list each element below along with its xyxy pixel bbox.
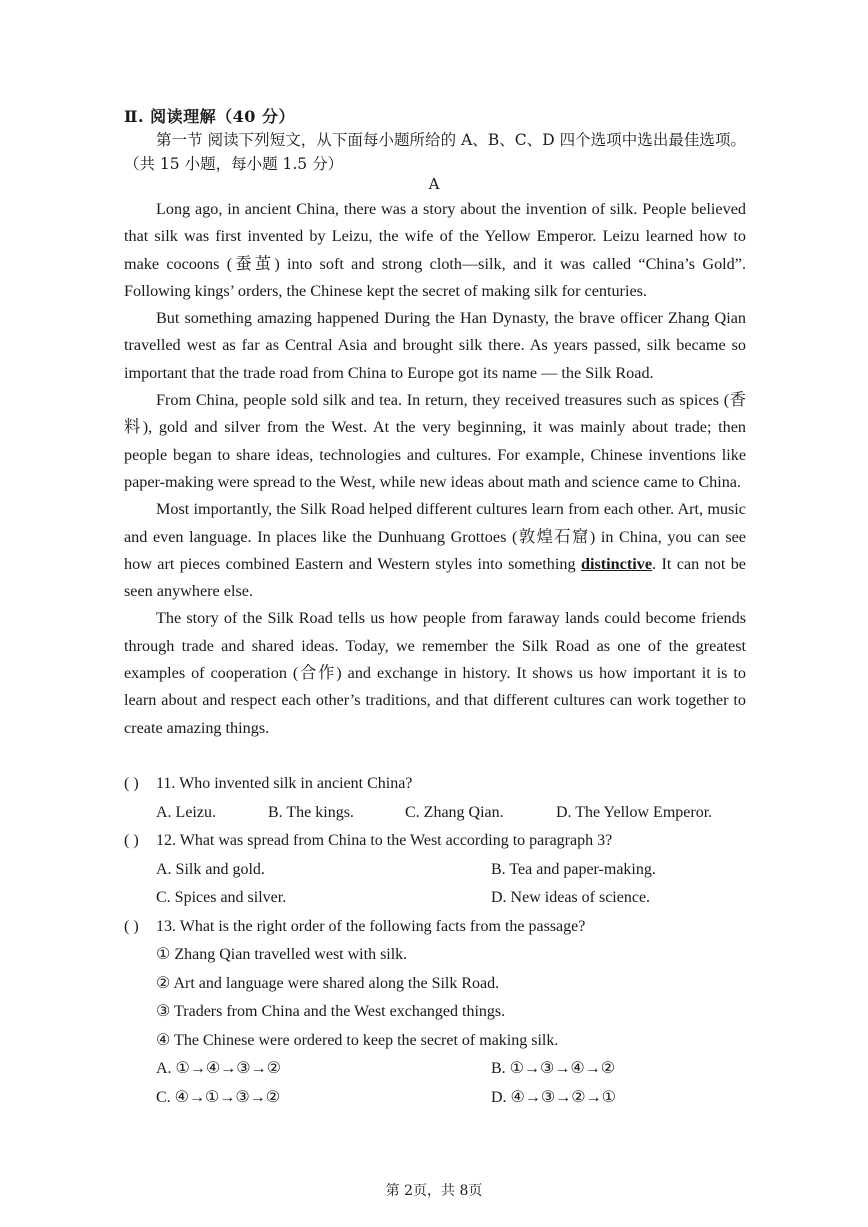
option-a[interactable]: A. Silk and gold. <box>156 860 265 878</box>
reading-passage <box>124 196 746 742</box>
option-b[interactable]: B. ①→③→④→② <box>491 1060 616 1077</box>
question-list <box>124 770 746 1112</box>
question-12-options-row-2 <box>124 884 746 913</box>
fact-2: ② Art and language were shared along the Silk Road. <box>156 974 500 992</box>
option-d[interactable]: D. The Yellow Emperor. <box>556 803 713 821</box>
emphasized-word: distinctive <box>580 554 653 573</box>
option-a[interactable]: A. ①→④→③→② <box>156 1060 281 1077</box>
paragraph-4 <box>124 496 746 605</box>
paragraph-5: The story of the Silk Road tells us how people from faraway lands could become friends through trade and shared ideas. Today, we remember the Silk Road as one of the greatest examples of cooperation (合作) and exchange in history. It shows us how important it is to learn about and respect each other’s traditions, and that different cultures can work together to create amazing things. <box>124 609 746 737</box>
option-d[interactable]: D. ④→③→②→① <box>491 1088 616 1106</box>
question-13 <box>124 913 746 942</box>
paragraph-4-before: Most importantly, the Silk Road helped different cultures learn from each other. Art, music and even language. In places like the Dunhuang Grottoes (敦煌石窟) in China, you can see how art pieces combined Eastern and Western styles into something <box>124 500 746 573</box>
fact-4: ④ The Chinese were ordered to keep the secret of making silk. <box>156 1031 559 1049</box>
answer-blank[interactable]: ( ) <box>124 775 139 792</box>
question-13-options-row-1 <box>124 1055 746 1084</box>
question-12 <box>124 827 746 856</box>
option-b[interactable]: B. The kings. <box>268 803 354 821</box>
answer-blank[interactable]: ( ) <box>124 832 139 849</box>
passage-label: A <box>428 175 440 193</box>
paragraph-1: Long ago, in ancient China, there was a story about the invention of silk. People believed that silk was first invented by Leizu, the wife of the Yellow Emperor. Leizu learned how to make cocoons (蚕茧) into soft and strong cloth—silk, and it was called “China’s Gold”. Following kings’ orders, the Chinese kept the secret of making silk for centuries. <box>124 200 746 300</box>
option-b[interactable]: B. Tea and paper-making. <box>491 860 656 878</box>
answer-blank[interactable]: ( ) <box>124 917 139 935</box>
question-stem: 12. What was spread from China to the West according to paragraph 3? <box>156 832 613 849</box>
question-11 <box>124 770 746 799</box>
section-title: Ⅱ. 阅读理解（40 分） <box>124 107 295 126</box>
fact-3: ③ Traders from China and the West exchanged things. <box>156 1003 506 1020</box>
option-c[interactable]: C. Spices and silver. <box>156 889 287 906</box>
fact-1: ① Zhang Qian travelled west with silk. <box>156 946 408 963</box>
page-number: 第 2页，共 8页 <box>385 1183 483 1199</box>
paragraph-2: But something amazing happened During the Han Dynasty, the brave officer Zhang Qian travelled west as far as Central Asia and brought silk there. As years passed, silk became so important that the trade road from China to Europe got its name — the Silk Road. <box>124 309 746 382</box>
section-instruction: 第一节 阅读下列短文，从下面每小题所给的 A、B、C、D 四个选项中选出最佳选项。（共 15 小题，每小题 1.5 分） <box>124 131 746 173</box>
paragraph-3: From China, people sold silk and tea. In return, they received treasures such as spices (香料), gold and silver from the West. At the very beginning, it was mainly about trade; then people began to share ideas, technologies and cultures. For example, Chinese inventions like paper-making were spread to the West, while new ideas about math and science came to China. <box>124 391 746 491</box>
question-12-options-row-1 <box>124 856 746 885</box>
question-stem: 13. What is the right order of the following facts from the passage? <box>156 917 586 935</box>
option-a[interactable]: A. Leizu. <box>156 803 216 821</box>
question-stem: 11. Who invented silk in ancient China? <box>156 775 413 792</box>
question-13-options-row-2 <box>124 1084 746 1113</box>
option-c[interactable]: C. Zhang Qian. <box>405 803 504 821</box>
option-c[interactable]: C. ④→①→③→② <box>156 1088 281 1106</box>
paragraph-4-after: . It can not be seen anywhere else. <box>124 554 746 601</box>
question-11-options <box>124 799 746 828</box>
option-d[interactable]: D. New ideas of science. <box>491 889 651 906</box>
